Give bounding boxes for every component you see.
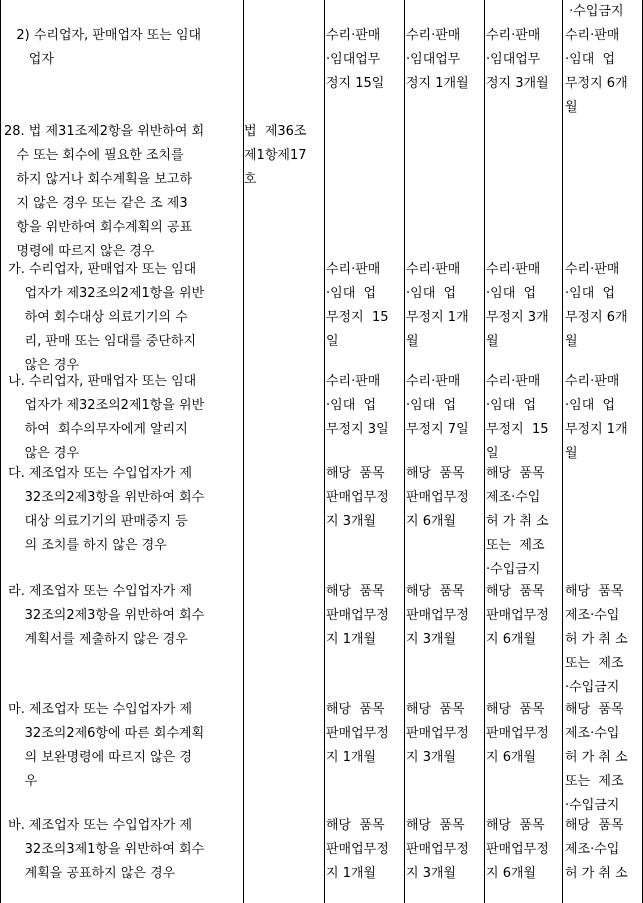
penalty-3rd-cell: 해당 품목 제조·수입 허 가 취 소 또는 제조 ·수입금지 [486,466,549,577]
penalty-4th-cell: 수리·판매 ·임대 업 무정지 1개 월 [565,374,628,461]
table-border-left [0,0,1,903]
violation-text-cell: 라. 제조업자 또는 수입업자가 제 32조의2제3항을 위반하여 회수 계획서를 제출하지 않은 경우 [8,584,205,647]
penalty-4th-cell: 수리·판매 ·임대 업 무정지 6개 월 [565,262,628,349]
penalty-1st-cell: 해당 품목 판매업무정 지 1개월 [326,584,389,647]
violation-text-cell: 바. 제조업자 또는 수입업자가 제 32조의3제1항을 위반하여 회수 계획을 공표하지 않은 경우 [8,818,205,881]
penalty-2nd-cell: 해당 품목 판매업무정 지 3개월 [406,702,469,765]
penalty-1st-cell: 수리·판매 ·임대업무 정지 15일 [326,28,385,91]
penalty-3rd-cell: 해당 품목 판매업무정 지 6개월 [486,818,549,881]
column-divider [404,0,405,903]
column-divider [562,0,563,903]
violation-text-cell: 28. 법 제31조제2항을 위반하여 회 수 또는 회수에 필요한 조치를 하지 않거나 회수계획을 보고하 지 않은 경우 또는 같은 조 제3 항을 위반하여 회수계획의 공표 명령에 따르지 않은 경우 [4,124,205,259]
penalty-4th-cell: ·수입금지 [565,4,624,19]
column-divider [324,0,325,903]
violation-text-cell: 2) 수리업자, 판매업자 또는 임대 업자 [16,28,202,67]
penalty-4th-cell: 해당 품목 제조·수입 허 가 취 소 또는 제조 ·수입금지 [565,584,628,695]
penalty-4th-cell: 해당 품목 제조·수입 허 가 취 소 또는 제조 ·수입금지 [565,702,628,813]
penalty-2nd-cell: 해당 품목 판매업무정 지 3개월 [406,818,469,881]
penalty-1st-cell: 수리·판매 ·임대 업 무정지 3일 [326,374,389,437]
penalty-3rd-cell: 수리·판매 ·임대 업 무정지 15 일 [486,374,549,461]
penalty-1st-cell: 해당 품목 판매업무정 지 1개월 [326,818,389,881]
penalty-2nd-cell: 수리·판매 ·임대 업 무정지 1개 월 [406,262,469,349]
penalty-3rd-cell: 수리·판매 ·임대 업 무정지 3개 월 [486,262,549,349]
penalty-2nd-cell: 해당 품목 판매업무정 지 3개월 [406,584,469,647]
penalty-1st-cell: 해당 품목 판매업무정 지 1개월 [326,702,389,765]
violation-text-cell: 다. 제조업자 또는 수입업자가 제 32조의2제3항을 위반하여 회수 대상 의료기기의 판매중지 등 의 조치를 하지 않은 경우 [8,466,205,553]
violation-text-cell: 가. 수리업자, 판매업자 또는 임대 업자가 제32조의2제1항을 위반 하여 회수대상 의료기기의 수 리, 판매 또는 임대를 중단하지 않은 경우 [8,262,205,373]
penalty-1st-cell: 수리·판매 ·임대 업 무정지 15 일 [326,262,389,349]
penalty-3rd-cell: 해당 품목 판매업무정 지 6개월 [486,702,549,765]
column-divider [484,0,485,903]
violation-text-cell: 나. 수리업자, 판매업자 또는 임대 업자가 제32조의2제1항을 위반 하여 회수의무자에게 알리지 않은 경우 [8,374,205,461]
penalty-2nd-cell: 수리·판매 ·임대 업 무정지 7일 [406,374,469,437]
penalty-3rd-cell: 수리·판매 ·임대업무 정지 3개월 [486,28,549,91]
penalty-3rd-cell: 해당 품목 판매업무정 지 6개월 [486,584,549,647]
penalty-2nd-cell: 수리·판매 ·임대업무 정지 1개월 [406,28,469,91]
penalty-1st-cell: 해당 품목 판매업무정 지 3개월 [326,466,389,529]
violation-text-cell: 마. 제조업자 또는 수입업자가 제 32조의2제6항에 따른 회수계획 의 보완명령에 따르지 않은 경 우 [8,702,205,789]
legal-basis-cell: 법 제36조 제1항제17 호 [244,124,307,187]
penalty-4th-cell: 해당 품목 제조·수입 허 가 취 소 [565,818,628,881]
penalty-4th-cell: 수리·판매 ·임대 업 무정지 6개 월 [565,28,628,115]
penalty-2nd-cell: 해당 품목 판매업무정 지 6개월 [406,466,469,529]
